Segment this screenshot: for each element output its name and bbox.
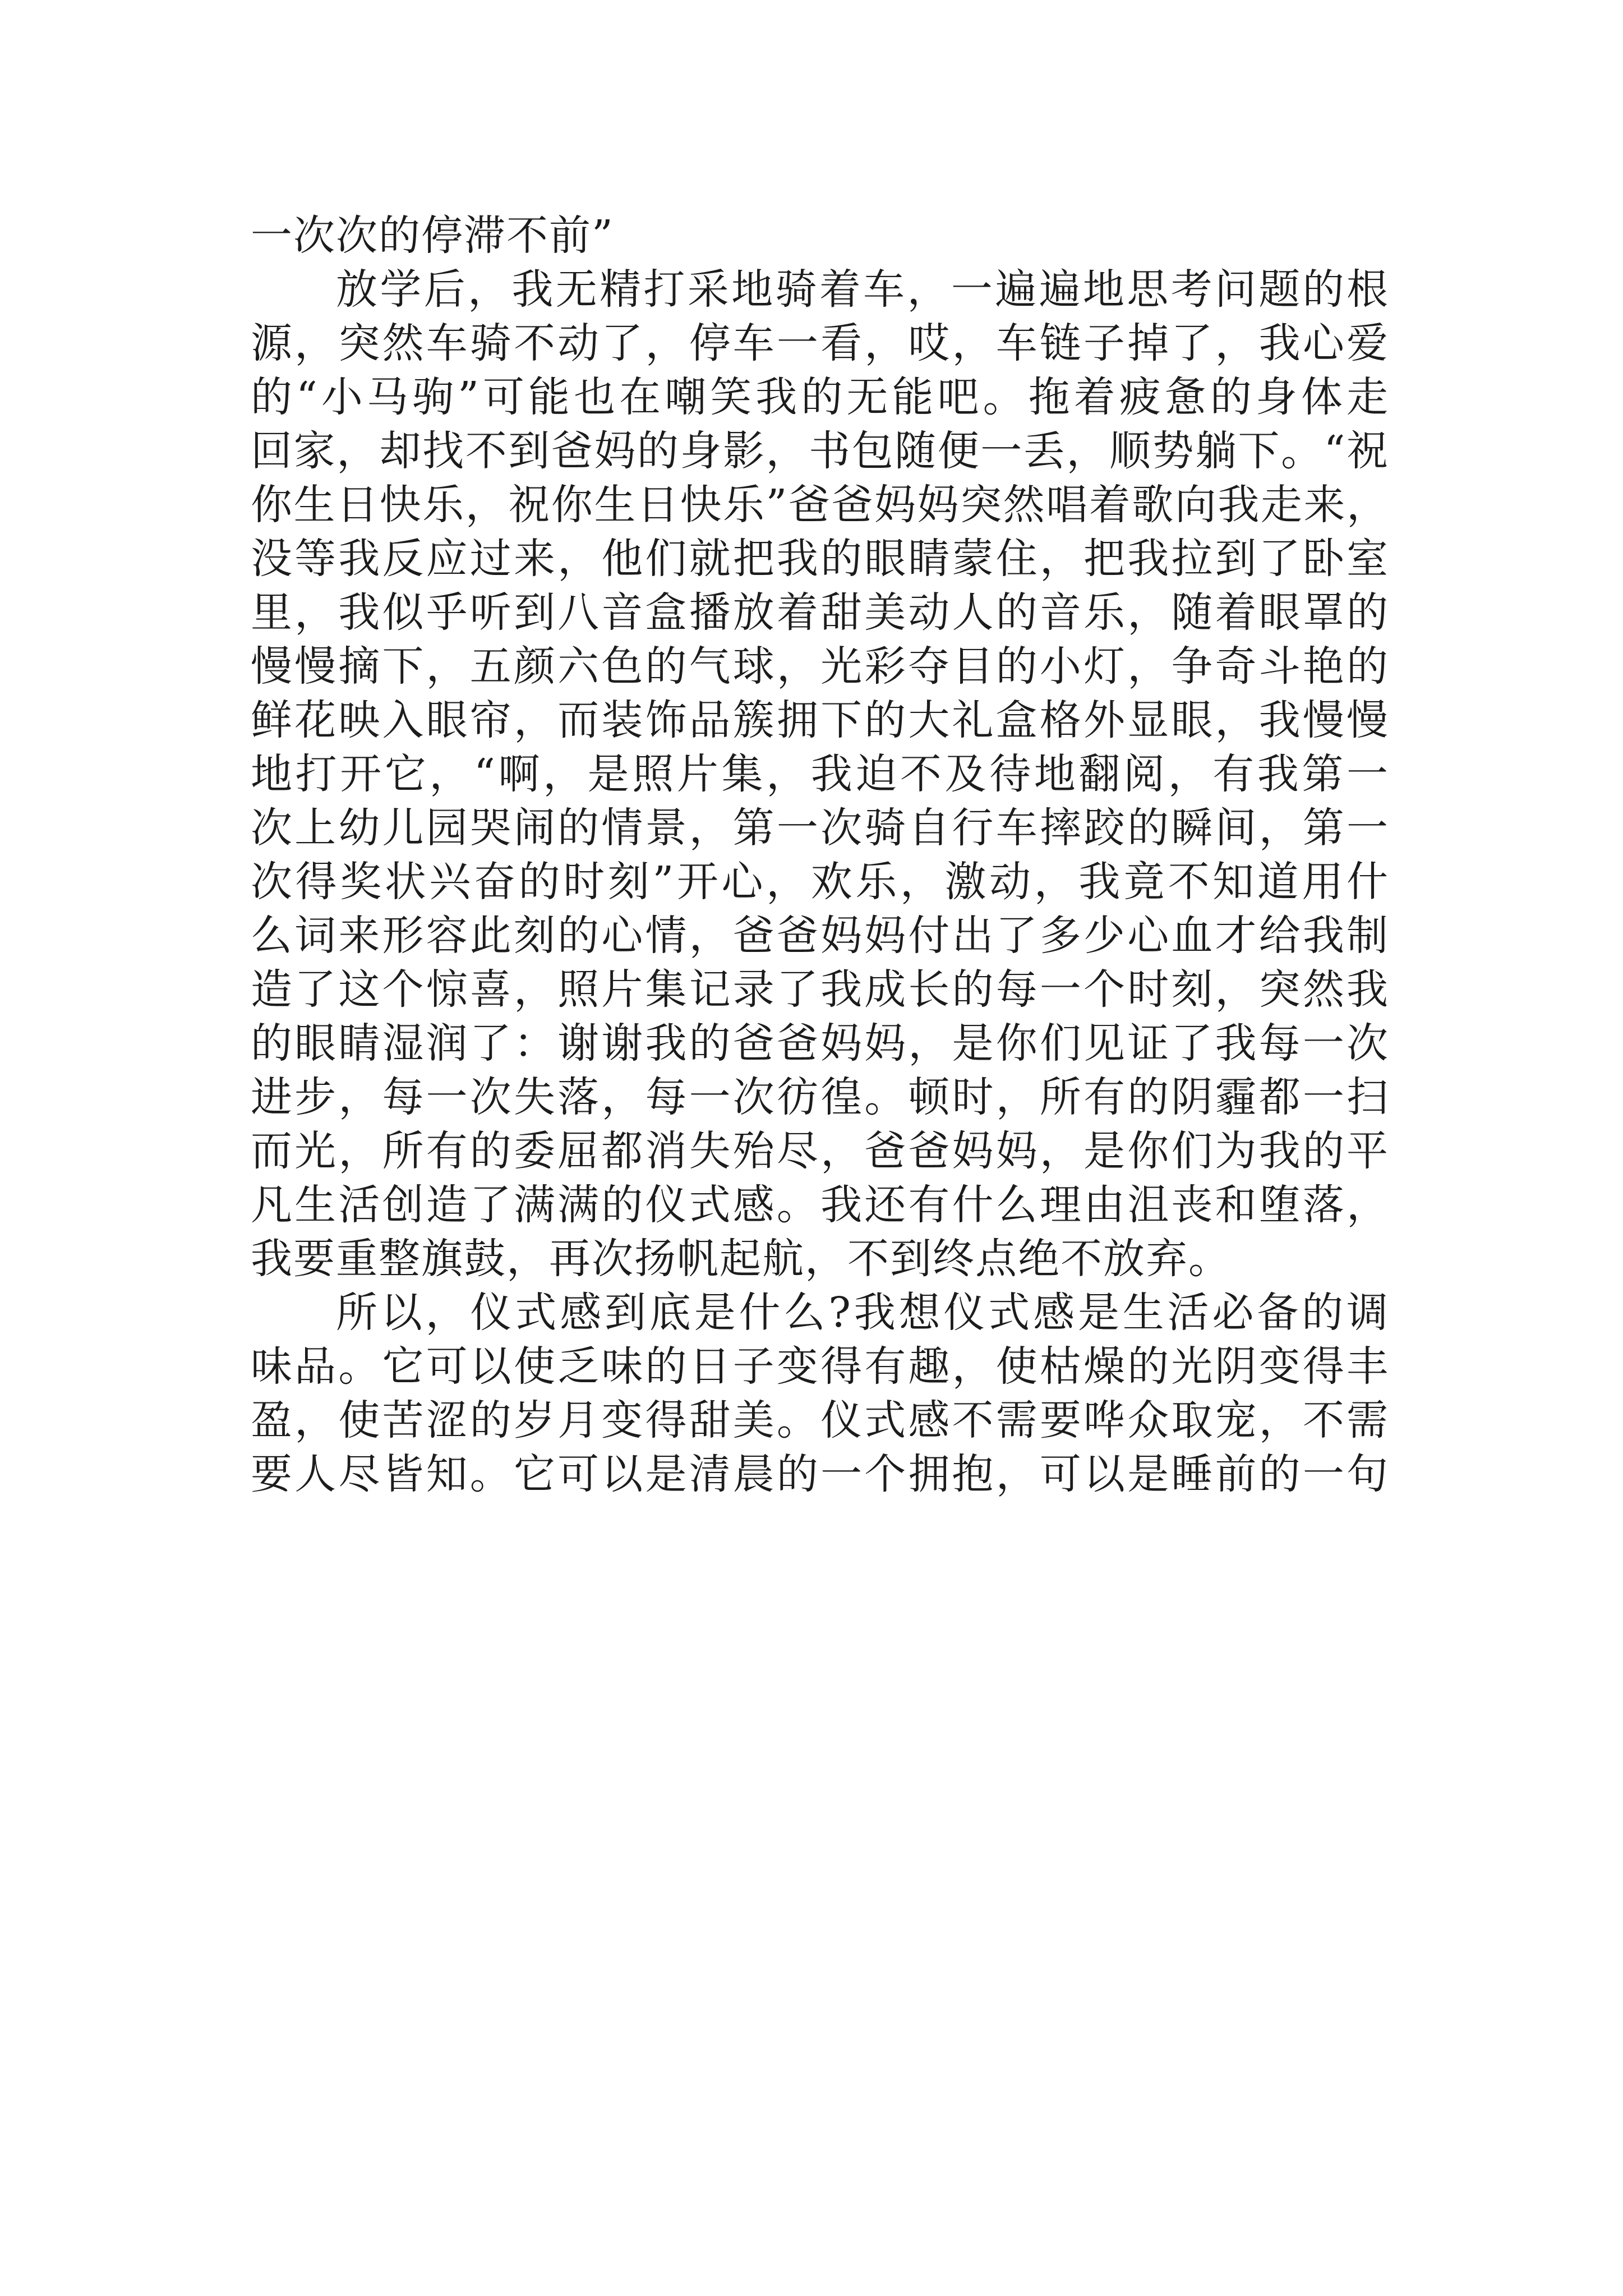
paragraph-end-line: 我要重整旗鼓，再次扬帆起航，不到终点绝不放弃。	[251, 1235, 1231, 1283]
text-line: 盈，使苦涩的岁月变得甜美。仪式感不需要哗众取宠，不需	[251, 1396, 1389, 1444]
text-line: 鲜花映入眼帘，而装饰品簇拥下的大礼盒格外显眼，我慢慢	[251, 696, 1389, 744]
paragraph-start-line: 放学后，我无精打采地骑着车，一遍遍地思考问题的根	[336, 265, 1389, 314]
text-line: 味品。它可以使乏味的日子变得有趣，使枯燥的光阴变得丰	[251, 1342, 1389, 1391]
text-line: 回家，却找不到爸妈的身影，书包随便一丢，顺势躺下。“祝	[251, 427, 1389, 475]
text-line: 源，突然车骑不动了，停车一看，哎，车链子掉了，我心爱	[251, 319, 1389, 367]
text-line: 要人尽皆知。它可以是清晨的一个拥抱，可以是睡前的一句	[251, 1450, 1389, 1498]
text-line: 地打开它，“啊，是照片集，我迫不及待地翻阅，有我第一	[251, 750, 1389, 798]
text-line: 没等我反应过来，他们就把我的眼睛蒙住，把我拉到了卧室	[251, 535, 1389, 583]
text-line: 的眼睛湿润了：谢谢我的爸爸妈妈，是你们见证了我每一次	[251, 1019, 1389, 1068]
text-line: 么词来形容此刻的心情，爸爸妈妈付出了多少心血才给我制	[251, 912, 1389, 960]
text-line: 里，我似乎听到八音盒播放着甜美动人的音乐，随着眼罩的	[251, 588, 1389, 637]
text-line: 的“小马驹”可能也在嘲笑我的无能吧。拖着疲惫的身体走	[251, 373, 1389, 421]
paragraph-start-line: 所以，仪式感到底是什么?我想仪式感是生活必备的调	[336, 1289, 1389, 1337]
text-line: 一次次的停滞不前”	[251, 211, 614, 260]
text-line: 造了这个惊喜，照片集记录了我成长的每一个时刻，突然我	[251, 965, 1389, 1014]
text-line: 次得奖状兴奋的时刻”开心，欢乐，激动，我竟不知道用什	[251, 858, 1389, 906]
text-line: 进步，每一次失落，每一次彷徨。顿时，所有的阴霾都一扫	[251, 1073, 1389, 1121]
text-line: 而光，所有的委屈都消失殆尽，爸爸妈妈，是你们为我的平	[251, 1127, 1389, 1175]
text-line: 你生日快乐，祝你生日快乐”爸爸妈妈突然唱着歌向我走来，	[251, 481, 1389, 529]
text-line: 次上幼儿园哭闹的情景，第一次骑自行车摔跤的瞬间，第一	[251, 804, 1389, 852]
text-line: 慢慢摘下，五颜六色的气球，光彩夺目的小灯，争奇斗艳的	[251, 642, 1389, 691]
text-line: 凡生活创造了满满的仪式感。我还有什么理由沮丧和堕落，	[251, 1181, 1389, 1229]
essay-body	[251, 209, 1389, 1501]
